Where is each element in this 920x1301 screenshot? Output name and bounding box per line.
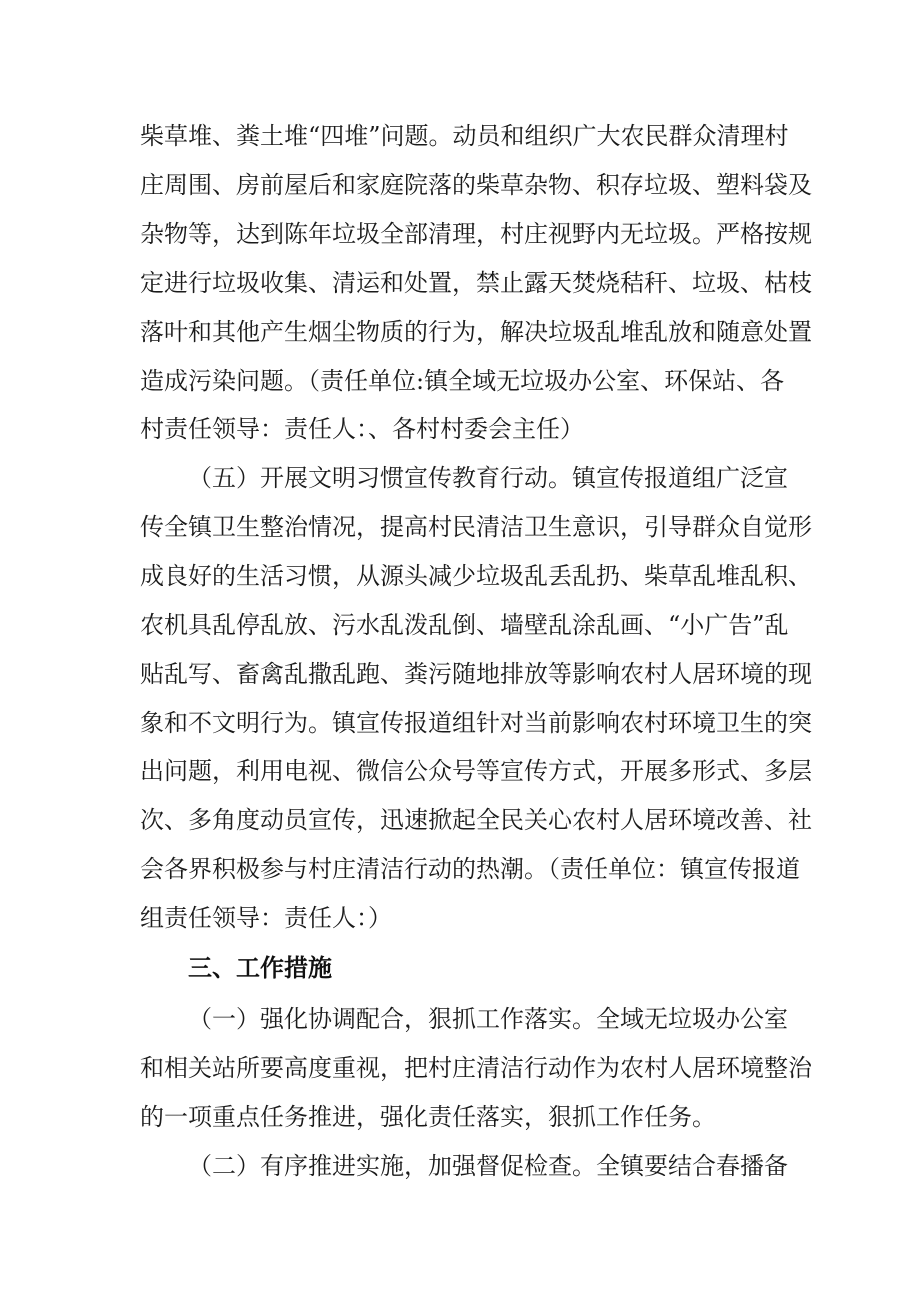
text-line: 象和不文明行为。镇宣传报道组针对当前影响农村环境卫生的突 xyxy=(140,709,812,737)
text-line: 农机具乱停乱放、污水乱泼乱倒、墙壁乱涂乱画、“小广告”乱 xyxy=(140,611,789,639)
text-line: 村责任领导：责任人：、各村村委会主任） xyxy=(140,415,584,443)
paragraph-first-line: （一）强化协调配合，狠抓工作落实。全域无垃圾办公室 xyxy=(188,1005,788,1033)
text-line: 会各界积极参与村庄清洁行动的热潮。（责任单位：镇宣传报道 xyxy=(140,855,800,883)
text-line: 柴草堆、粪土堆“四堆”问题。动员和组织广大农民群众清理村 xyxy=(140,122,789,150)
text-line: 和相关站所要高度重视，把村庄清洁行动作为农村人居环境整治 xyxy=(140,1054,812,1082)
paragraph-first-line: （二）有序推进实施，加强督促检查。全镇要结合春播备 xyxy=(188,1152,788,1180)
text-line: 的一项重点任务推进，强化责任落实，狠抓工作任务。 xyxy=(140,1103,716,1131)
paragraph-first-line: （五）开展文明习惯宣传教育行动。镇宣传报道组广泛宣 xyxy=(188,464,788,492)
text-line: 定进行垃圾收集、清运和处置，禁止露天焚烧秸秆、垃圾、枯枝 xyxy=(140,269,812,297)
text-line: 组责任领导：责任人：） xyxy=(140,904,392,932)
text-line: 落叶和其他产生烟尘物质的行为，解决垃圾乱堆乱放和随意处置 xyxy=(140,318,812,346)
text-line: 庄周围、房前屋后和家庭院落的柴草杂物、积存垃圾、塑料袋及 xyxy=(140,171,812,199)
text-line: 出问题，利用电视、微信公众号等宣传方式，开展多形式、多层 xyxy=(140,757,812,785)
text-line: 成良好的生活习惯，从源头减少垃圾乱丢乱扔、柴草乱堆乱积、 xyxy=(140,562,812,590)
text-line: 杂物等，达到陈年垃圾全部清理，村庄视野内无垃圾。严格按规 xyxy=(140,220,812,248)
text-line: 传全镇卫生整治情况，提高村民清洁卫生意识，引导群众自觉形 xyxy=(140,513,812,541)
section-heading: 三、工作措施 xyxy=(188,954,332,982)
text-line: 次、多角度动员宣传，迅速掀起全民关心农村人居环境改善、社 xyxy=(140,806,812,834)
text-line: 贴乱写、畜禽乱撒乱跑、粪污随地排放等影响农村人居环境的现 xyxy=(140,660,812,688)
text-line: 造成污染问题。（责任单位:镇全域无垃圾办公室、环保站、各 xyxy=(140,367,785,395)
